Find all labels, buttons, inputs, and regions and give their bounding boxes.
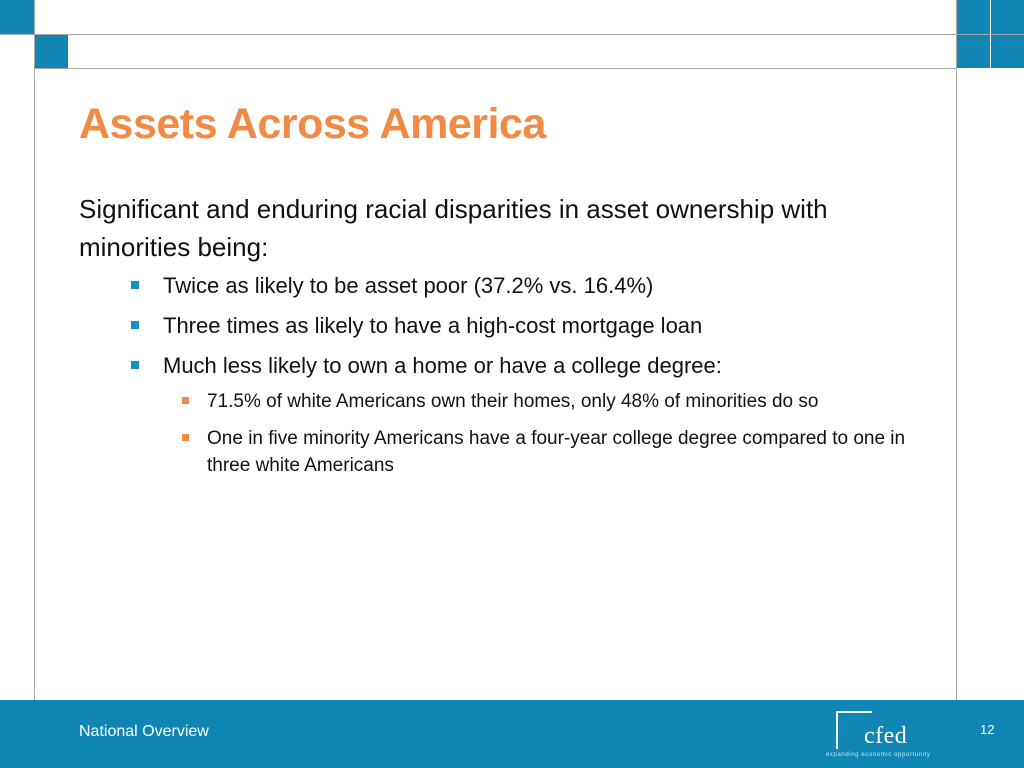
corner-square <box>956 35 990 68</box>
square-bullet-icon <box>182 434 189 441</box>
logo-tagline: expanding economic opportunity <box>826 752 931 758</box>
lead-paragraph: Significant and enduring racial disparities in asset ownership with minorities being: <box>79 194 828 262</box>
bullet-text: Three times as likely to have a high-cost mortgage loan <box>163 313 703 338</box>
footer-bar <box>0 700 1024 768</box>
frame-line <box>956 0 957 700</box>
bullet-text: Much less likely to own a home or have a college degree: <box>163 353 722 378</box>
cfed-logo <box>826 709 946 761</box>
square-bullet-icon <box>131 281 139 289</box>
sub-bullet-item <box>79 388 919 415</box>
square-bullet-icon <box>131 321 139 329</box>
square-bullet-icon <box>131 361 139 369</box>
corner-square <box>991 35 1024 68</box>
corner-square <box>0 0 34 34</box>
sub-bullet-text: 71.5% of white Americans own their homes, only 48% of minorities do so <box>207 391 819 412</box>
frame-line <box>34 0 35 700</box>
slide-body <box>79 190 919 491</box>
sub-bullet-list <box>79 388 919 479</box>
logo-wordmark: cfed <box>864 723 908 749</box>
footer-section-label: National Overview <box>79 723 209 740</box>
frame-line <box>0 34 1024 35</box>
bullet-item <box>79 312 919 340</box>
sub-bullet-text: One in five minority Americans have a four-year college degree compared to one in three white Americans <box>207 428 906 476</box>
sub-bullet-item <box>79 425 919 479</box>
bullet-item <box>79 352 919 479</box>
corner-square <box>35 35 68 68</box>
square-bullet-icon <box>182 397 189 404</box>
bullet-list <box>79 272 919 479</box>
page-number: 12 <box>980 722 995 737</box>
frame-line <box>34 68 956 69</box>
slide-title: Assets Across America <box>79 100 546 148</box>
corner-square <box>956 0 990 34</box>
corner-square <box>991 0 1024 34</box>
bullet-item <box>79 272 919 300</box>
bullet-text: Twice as likely to be asset poor (37.2% vs. 16.4%) <box>163 273 654 298</box>
